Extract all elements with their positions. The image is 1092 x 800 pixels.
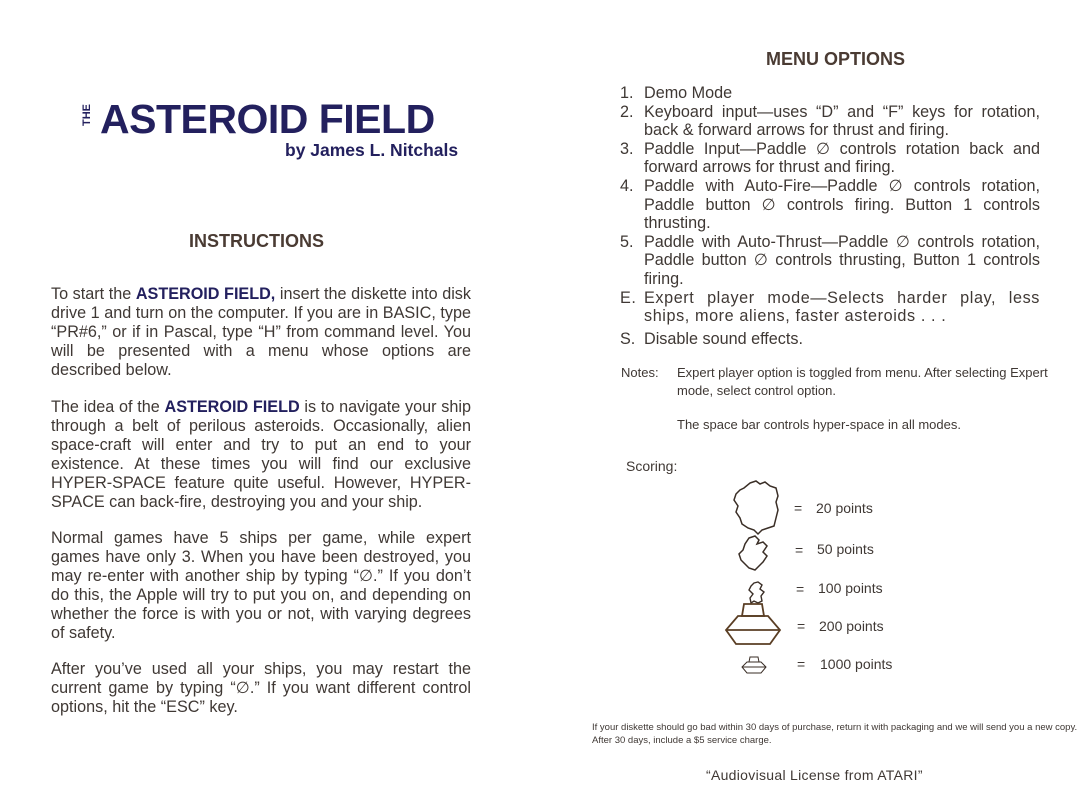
menu-option-1 xyxy=(620,84,1040,103)
menu-option-text: Keyboard input—uses “D” and “F” keys for rotation, back & forward arrows for thrust and firing. xyxy=(644,102,1040,140)
author-byline: by James L. Nitchals xyxy=(285,140,459,160)
equals-sign: = xyxy=(796,581,805,597)
score-row-small-saucer xyxy=(720,652,960,692)
menu-option-text: Paddle Input—Paddle ∅ controls rotation back and forward arrows for thrust and firing. xyxy=(644,139,1040,177)
paragraph-text: is to navigate your ship through a belt of perilous asteroids. Occasionally, alien space-craft will enter and try to put an end to your existence. At these times you will find our exclusive HYPER-SPACE feature quite useful. However, HYPER-SPACE can back-fire, destroying you and your ship. xyxy=(51,398,471,511)
menu-option-key: 4. xyxy=(620,176,634,195)
score-row-medium-asteroid xyxy=(720,534,960,574)
notes-label: Notes: xyxy=(621,365,659,380)
menu-option-sound xyxy=(620,330,1040,349)
score-points: 50 points xyxy=(817,541,874,557)
notes-section xyxy=(621,364,1051,434)
atari-license: “Audiovisual License from ATARI” xyxy=(706,767,923,783)
score-points: 200 points xyxy=(819,618,884,634)
menu-option-5 xyxy=(620,233,1040,289)
menu-option-key: E. xyxy=(620,288,637,307)
small-saucer-icon xyxy=(740,654,768,676)
note-expert-toggle: Expert player option is toggled from menu. After selecting Expert mode, select control option. xyxy=(677,365,1048,398)
score-row-large-saucer xyxy=(720,602,960,652)
paragraph-text: insert the diskette into disk drive 1 and turn on the computer. If you are in BASIC, type “PR#6,” or if in Pascal, type “H” from command level. You will be presented with a menu whose options are described below. xyxy=(51,285,471,379)
menu-option-text: Paddle with Auto-Fire—Paddle ∅ controls rotation, Paddle button ∅ controls firing. Button 1 controls thrusting. xyxy=(644,176,1040,233)
equals-sign: = xyxy=(797,618,806,634)
equals-sign: = xyxy=(795,542,804,558)
game-title-inline: ASTEROID FIELD, xyxy=(135,285,276,303)
menu-option-text: Demo Mode xyxy=(644,84,733,102)
menu-option-key: 5. xyxy=(620,232,634,251)
instructions-heading: INSTRUCTIONS xyxy=(189,231,324,251)
game-title-inline: ASTEROID FIELD xyxy=(164,398,300,416)
menu-option-3 xyxy=(620,140,1040,177)
warranty-note: If your diskette should go bad within 30 days of purchase, return it with packaging and we will send you a new copy. After 30 days, include a $5 service charge. xyxy=(592,722,1078,746)
large-asteroid-icon xyxy=(732,478,782,536)
instructions-paragraph-4: After you’ve used all your ships, you may restart the current game by typing “∅.” If you want different control options, hit the “ESC” key. xyxy=(51,660,471,716)
large-saucer-icon xyxy=(722,602,784,648)
menu-option-text: Expert player mode—Selects harder play, less ships, more aliens, faster asteroids . . . xyxy=(644,288,1040,326)
instructions-paragraph-3: Normal games have 5 ships per game, while expert games have only 3. When you have been destroyed, you may re-enter with another ship by typing “∅.” If you don’t do this, the Apple will try to put you on, and depending on whether the force is with you or not, with varying degrees of safety. xyxy=(51,529,471,642)
note-hyperspace: The space bar controls hyper-space in all modes. xyxy=(677,417,961,432)
instructions-paragraph-1 xyxy=(51,285,471,380)
score-points: 100 points xyxy=(818,580,883,596)
score-points: 1000 points xyxy=(820,656,893,672)
menu-options-heading: MENU OPTIONS xyxy=(766,49,906,69)
menu-option-2 xyxy=(620,103,1040,140)
equals-sign: = xyxy=(797,656,806,672)
menu-option-key: S. xyxy=(620,329,636,348)
game-title: ASTEROID FIELD xyxy=(100,96,435,142)
menu-option-4 xyxy=(620,177,1040,233)
score-points: 20 points xyxy=(816,500,873,516)
paragraph-text: To start the xyxy=(51,285,136,303)
title-prefix: THE xyxy=(81,104,93,126)
menu-option-key: 1. xyxy=(620,84,634,102)
score-row-large-asteroid xyxy=(720,478,960,538)
menu-option-key: 2. xyxy=(620,102,634,121)
scoring-label: Scoring: xyxy=(626,458,678,474)
menu-option-expert xyxy=(620,289,1040,326)
paragraph-text: The idea of the xyxy=(51,398,165,416)
menu-option-key: 3. xyxy=(620,139,634,158)
menu-options-list xyxy=(620,84,1040,348)
instructions-paragraph-2 xyxy=(51,398,471,512)
medium-asteroid-icon xyxy=(737,534,771,574)
equals-sign: = xyxy=(794,500,803,516)
menu-option-text: Paddle with Auto-Thrust—Paddle ∅ controls rotation, Paddle button ∅ controls thrusting, Button 1 controls firing. xyxy=(644,232,1040,288)
menu-option-text: Disable sound effects. xyxy=(644,329,803,348)
